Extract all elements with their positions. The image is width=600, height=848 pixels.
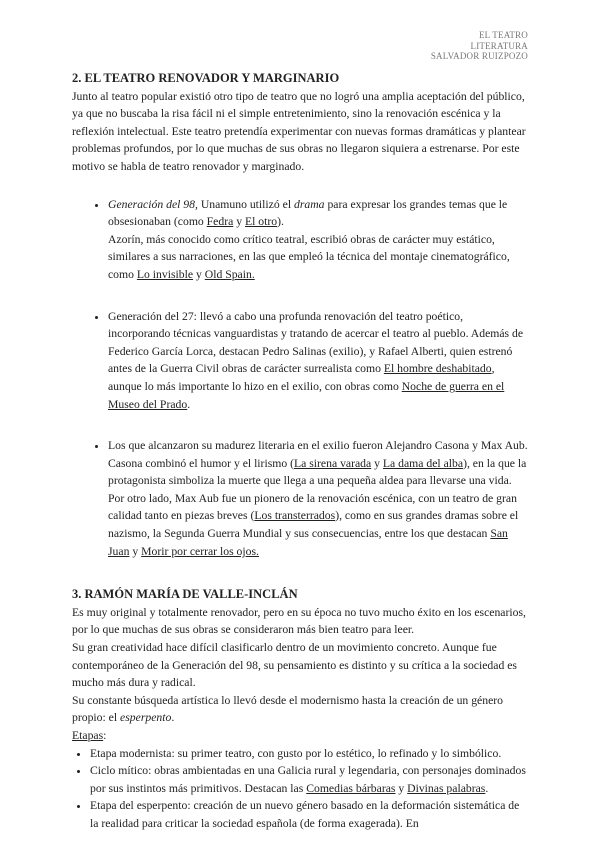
work-title: Los transterrados (254, 509, 336, 523)
section-2-intro: Junto al teatro popular existió otro tipo de teatro que no logró una amplia aceptación del público, ya que no buscaba la risa fácil ni el simple entretenimiento, sino la renovación escénica y la reflexión intelectual. Este teatro pretendía experimentar con nuevas formas dramáticas y plantear problemas profundos, por lo que muchas de sus obras no llegaron siquiera a estrenarse. Por este motivo se habla de teatro renovador y marginado. (72, 89, 526, 173)
work-title: Old Spain. (204, 267, 255, 281)
work-title: Divinas palabras (407, 781, 486, 795)
page-header (431, 30, 528, 62)
list-item-exilio: • Los que alcanzaron su madurez literaria en el exilio fueron Alejandro Casona y Max Aub. Casona combinó el humor y el lirismo (La sirena varada y La dama del alba), en la que la protagonista simboliza la muerte que llega a una pequeña aldea para llevarse una vida. Por otro lado, Max Aub fue un pionero de la renovación escénica, con un teatro de gran calidad tanto en piezas breves (Los transterrados), como en sus grandes dramas sobre el nazismo, la Segunda Guerra Mundial y sus consecuencias, entre los que destacan San Juan y Morir por cerrar los ojos. (108, 437, 528, 560)
list-item-gen27: • Generación del 27: llevó a cabo una profunda renovación del teatro poético, incorporando técnicas vanguardistas y tratando de acercar el teatro al pueblo. Además de Federico García Lorca, destacan Pedro Salinas (exilio), y Rafael Alberti, quien estrenó antes de la Guerra Civil obras de carácter surrealista como El hombre deshabitado, aunque lo más importante lo hizo en el exilio, con obras como Noche de guerra en el Museo del Prado. (108, 308, 528, 414)
work-title: Noche de guerra en el Museo del Prado (108, 379, 505, 411)
etapas-label: Etapas: (72, 729, 107, 742)
work-title: El otro (244, 215, 278, 229)
etapas-list (72, 745, 528, 833)
header-subject: LITERATURA (470, 40, 528, 51)
work-title: Comedias bárbaras (306, 781, 396, 795)
header-topic: EL TEATRO (478, 30, 528, 40)
work-title: Lo invisible (136, 267, 194, 281)
work-title: El hombre deshabitado (383, 362, 492, 376)
work-title: Fedra (206, 215, 234, 229)
work-title: San Juan (108, 527, 508, 558)
work-title: La sirena varada (294, 456, 372, 470)
document-body (72, 70, 528, 833)
work-title: La dama del alba (382, 456, 464, 470)
list-item-gen98: • Generación del 98, Unamuno utilizó el drama para expresar los grandes temas que le obsesionaban (como Fedra y El otro). Azorín, más conocido como crítico teatral, escribió obras de carácter muy estático, similares a sus narraciones, en las que empleó la técnica del montaje cinematográfico, como Lo invisible y Old Spain. (108, 196, 528, 284)
drama-term: drama (294, 197, 325, 211)
section-3-p1: Es muy original y totalmente renovador, pero en su época no tuvo mucho éxito en los escenarios, por lo que muchas de sus obras se consideraron más bien teatro para leer. (72, 605, 526, 637)
list-item-modernista: • Etapa modernista: su primer teatro, con gusto por lo estético, lo refinado y lo simbólico. (90, 745, 528, 763)
section-3-p2: Su gran creatividad hace difícil clasificarlo dentro de un movimiento concreto. Aunque fue contemporáneo de la Generación del 98, su pensamiento es distinto y su crítica a la sociedad es mucho más dura y radical. (72, 641, 517, 690)
section-3-p3: Su constante búsqueda artística lo llevó desde el modernismo hasta la creación de un género propio: el esperpento. (72, 693, 503, 725)
list-item-ciclo-mitico: • Ciclo mítico: obras ambientadas en una Galicia rural y legendaria, con personajes dominados por sus instintos más primitivos. Destacan las Comedias bárbaras y Divinas palabras. (90, 762, 528, 797)
header-author: SALVADOR RUIZPOZO (430, 51, 528, 61)
section-2-list (72, 196, 528, 561)
section-3 (72, 586, 528, 832)
list-item-esperpento: • Etapa del esperpento: creación de un nuevo género basado en la deformación sistemática de la realidad para criticar la sociedad española (de forma exagerada). En (90, 797, 528, 832)
gen98-label: Generación del 98, (108, 197, 198, 211)
section-2-title: 2. EL TEATRO RENOVADOR Y MARGINARIO (72, 71, 340, 85)
work-title: Morir por cerrar los ojos. (141, 544, 259, 558)
section-3-title: 3. RAMÓN MARÍA DE VALLE-INCLÁN (72, 587, 298, 602)
esperpento-term: esperpento (120, 711, 172, 725)
